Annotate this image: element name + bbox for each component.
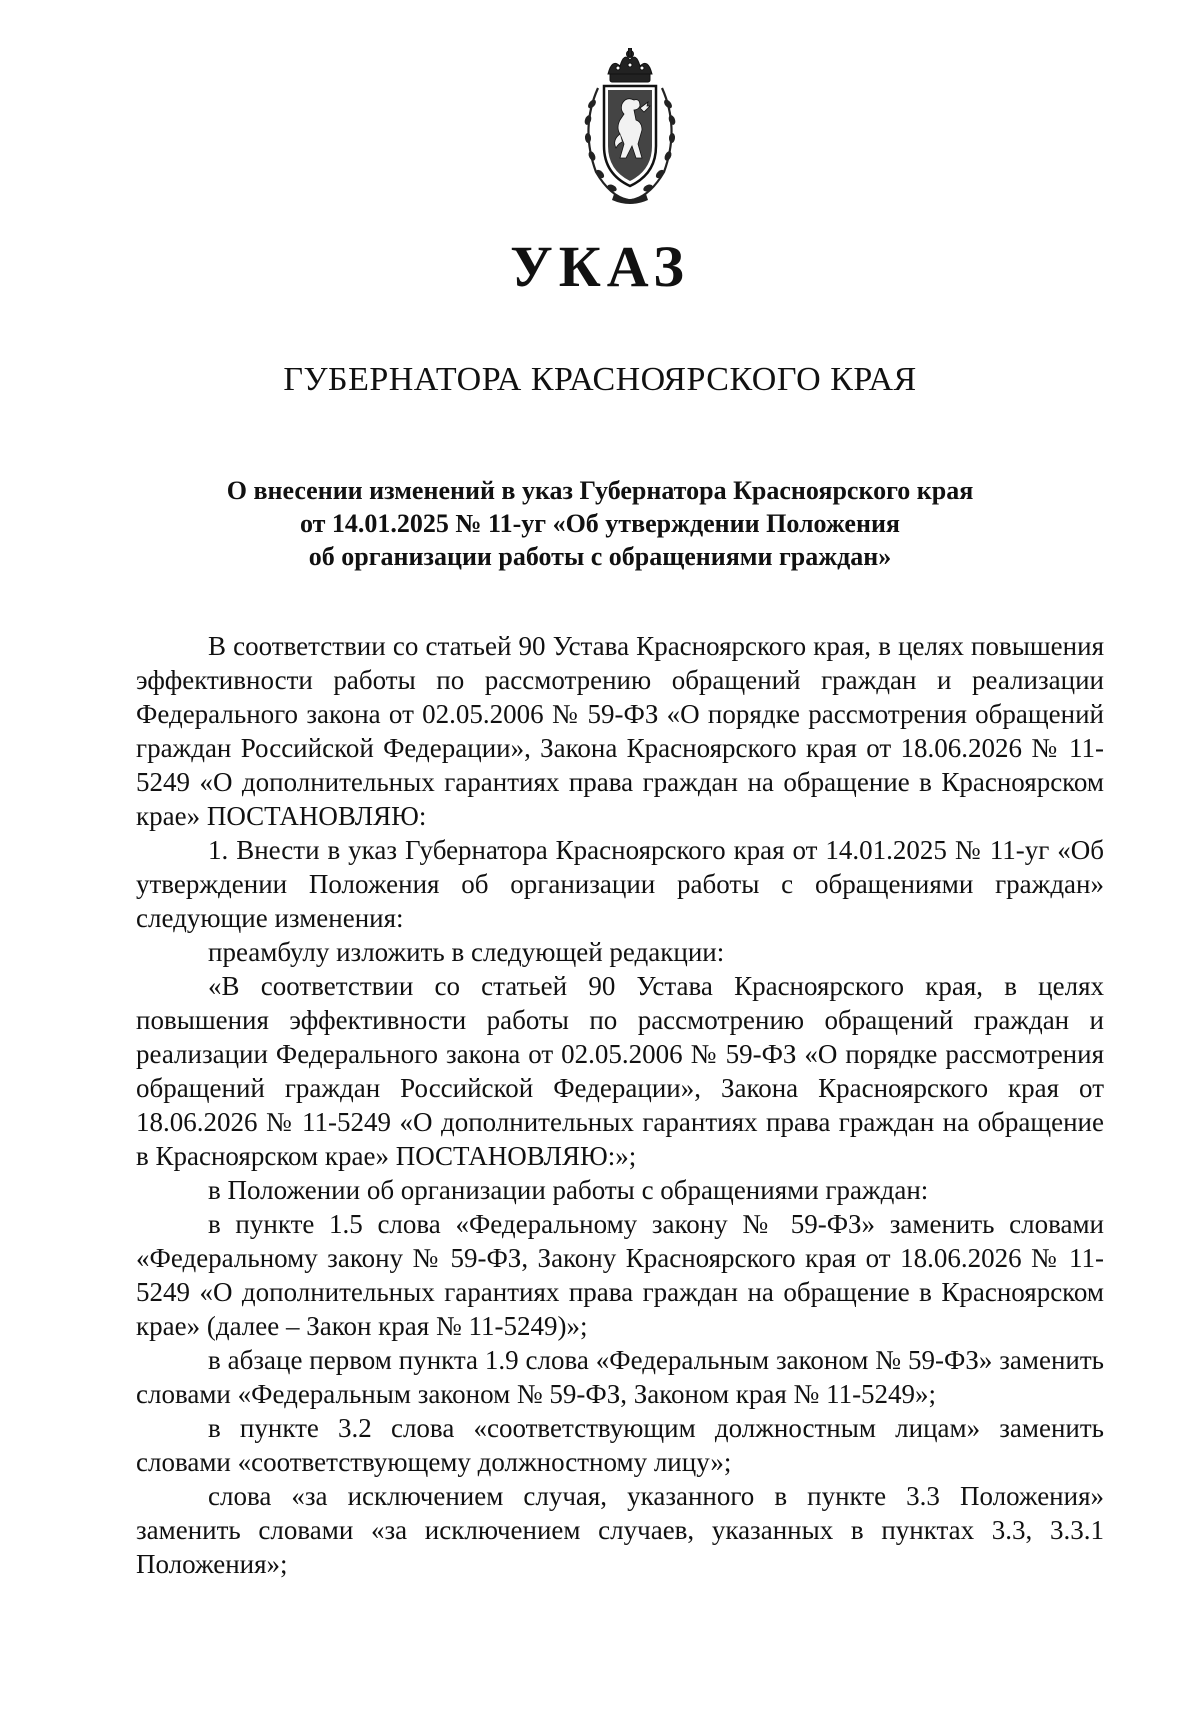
body-paragraph: в пункте 1.5 слова «Федеральному закону № 59-ФЗ» заменить словами «Федеральному закону № 59-ФЗ, Закону Красноярского края от 18.06.2026 № 11-5249 «О дополнительных гарантиях права граждан на обращение в Красноярском крае» (далее – Закон края № 11-5249)»; [136,1209,1104,1341]
heading-line: об организации работы с обращениями граждан» [308,542,892,571]
body-paragraph: в Положении об организации работы с обращениями граждан: [208,1175,929,1205]
heading-line: О внесении изменений в указ Губернатора Красноярского края [226,476,974,505]
decree-issuer: ГУБЕРНАТОРА КРАСНОЯРСКОГО КРАЯ [283,361,917,398]
crown-icon [608,48,652,82]
decree-heading [130,474,1070,573]
body-paragraph: в абзаце первом пункта 1.9 слова «Федеральным законом № 59-ФЗ» заменить словами «Федеральным законом № 59-ФЗ, Законом края № 11-5249»; [136,1345,1104,1409]
coat-of-arms-emblem [568,48,692,208]
decree-body [136,629,1104,1581]
decree-title: УКАЗ [510,234,690,299]
body-paragraph: В соответствии со статьей 90 Устава Красноярского края, в целях повышения эффективности работы по рассмотрению обращений граждан и реализации Федерального закона от 02.05.2006 № 59-ФЗ «О порядке рассмотрения обращений граждан Российской Федерации», Закона Красноярского края от 18.06.2026 № 11-5249 «О дополнительных гарантиях права граждан на обращение в Красноярском крае» ПОСТАНОВЛЯЮ: [136,631,1104,831]
body-paragraph: «В соответствии со статьей 90 Устава Красноярского края, в целях повышения эффективности работы по рассмотрению обращений граждан и реализации Федерального закона от 02.05.2006 № 59-ФЗ «О порядке рассмотрения обращений граждан Российской Федерации», Закона Красноярского края от 18.06.2026 № 11-5249 «О дополнительных гарантиях права граждан на обращение в Красноярском крае» ПОСТАНОВЛЯЮ:»; [136,971,1104,1171]
heading-line: от 14.01.2025 № 11-уг «Об утверждении Положения [299,509,900,538]
body-paragraph: 1. Внести в указ Губернатора Красноярского края от 14.01.2025 № 11-уг «Об утверждении Положения об организации работы с обращениями граждан» следующие изменения: [136,835,1104,933]
body-paragraph: в пункте 3.2 слова «соответствующим должностным лицам» заменить словами «соответствующему должностному лицу»; [136,1413,1104,1477]
body-paragraph: слова «за исключением случая, указанного в пункте 3.3 Положения» заменить словами «за исключением случаев, указанных в пунктах 3.3, 3.3.1 Положения»; [136,1481,1104,1579]
body-paragraph: преамбулу изложить в следующей редакции: [208,937,725,967]
